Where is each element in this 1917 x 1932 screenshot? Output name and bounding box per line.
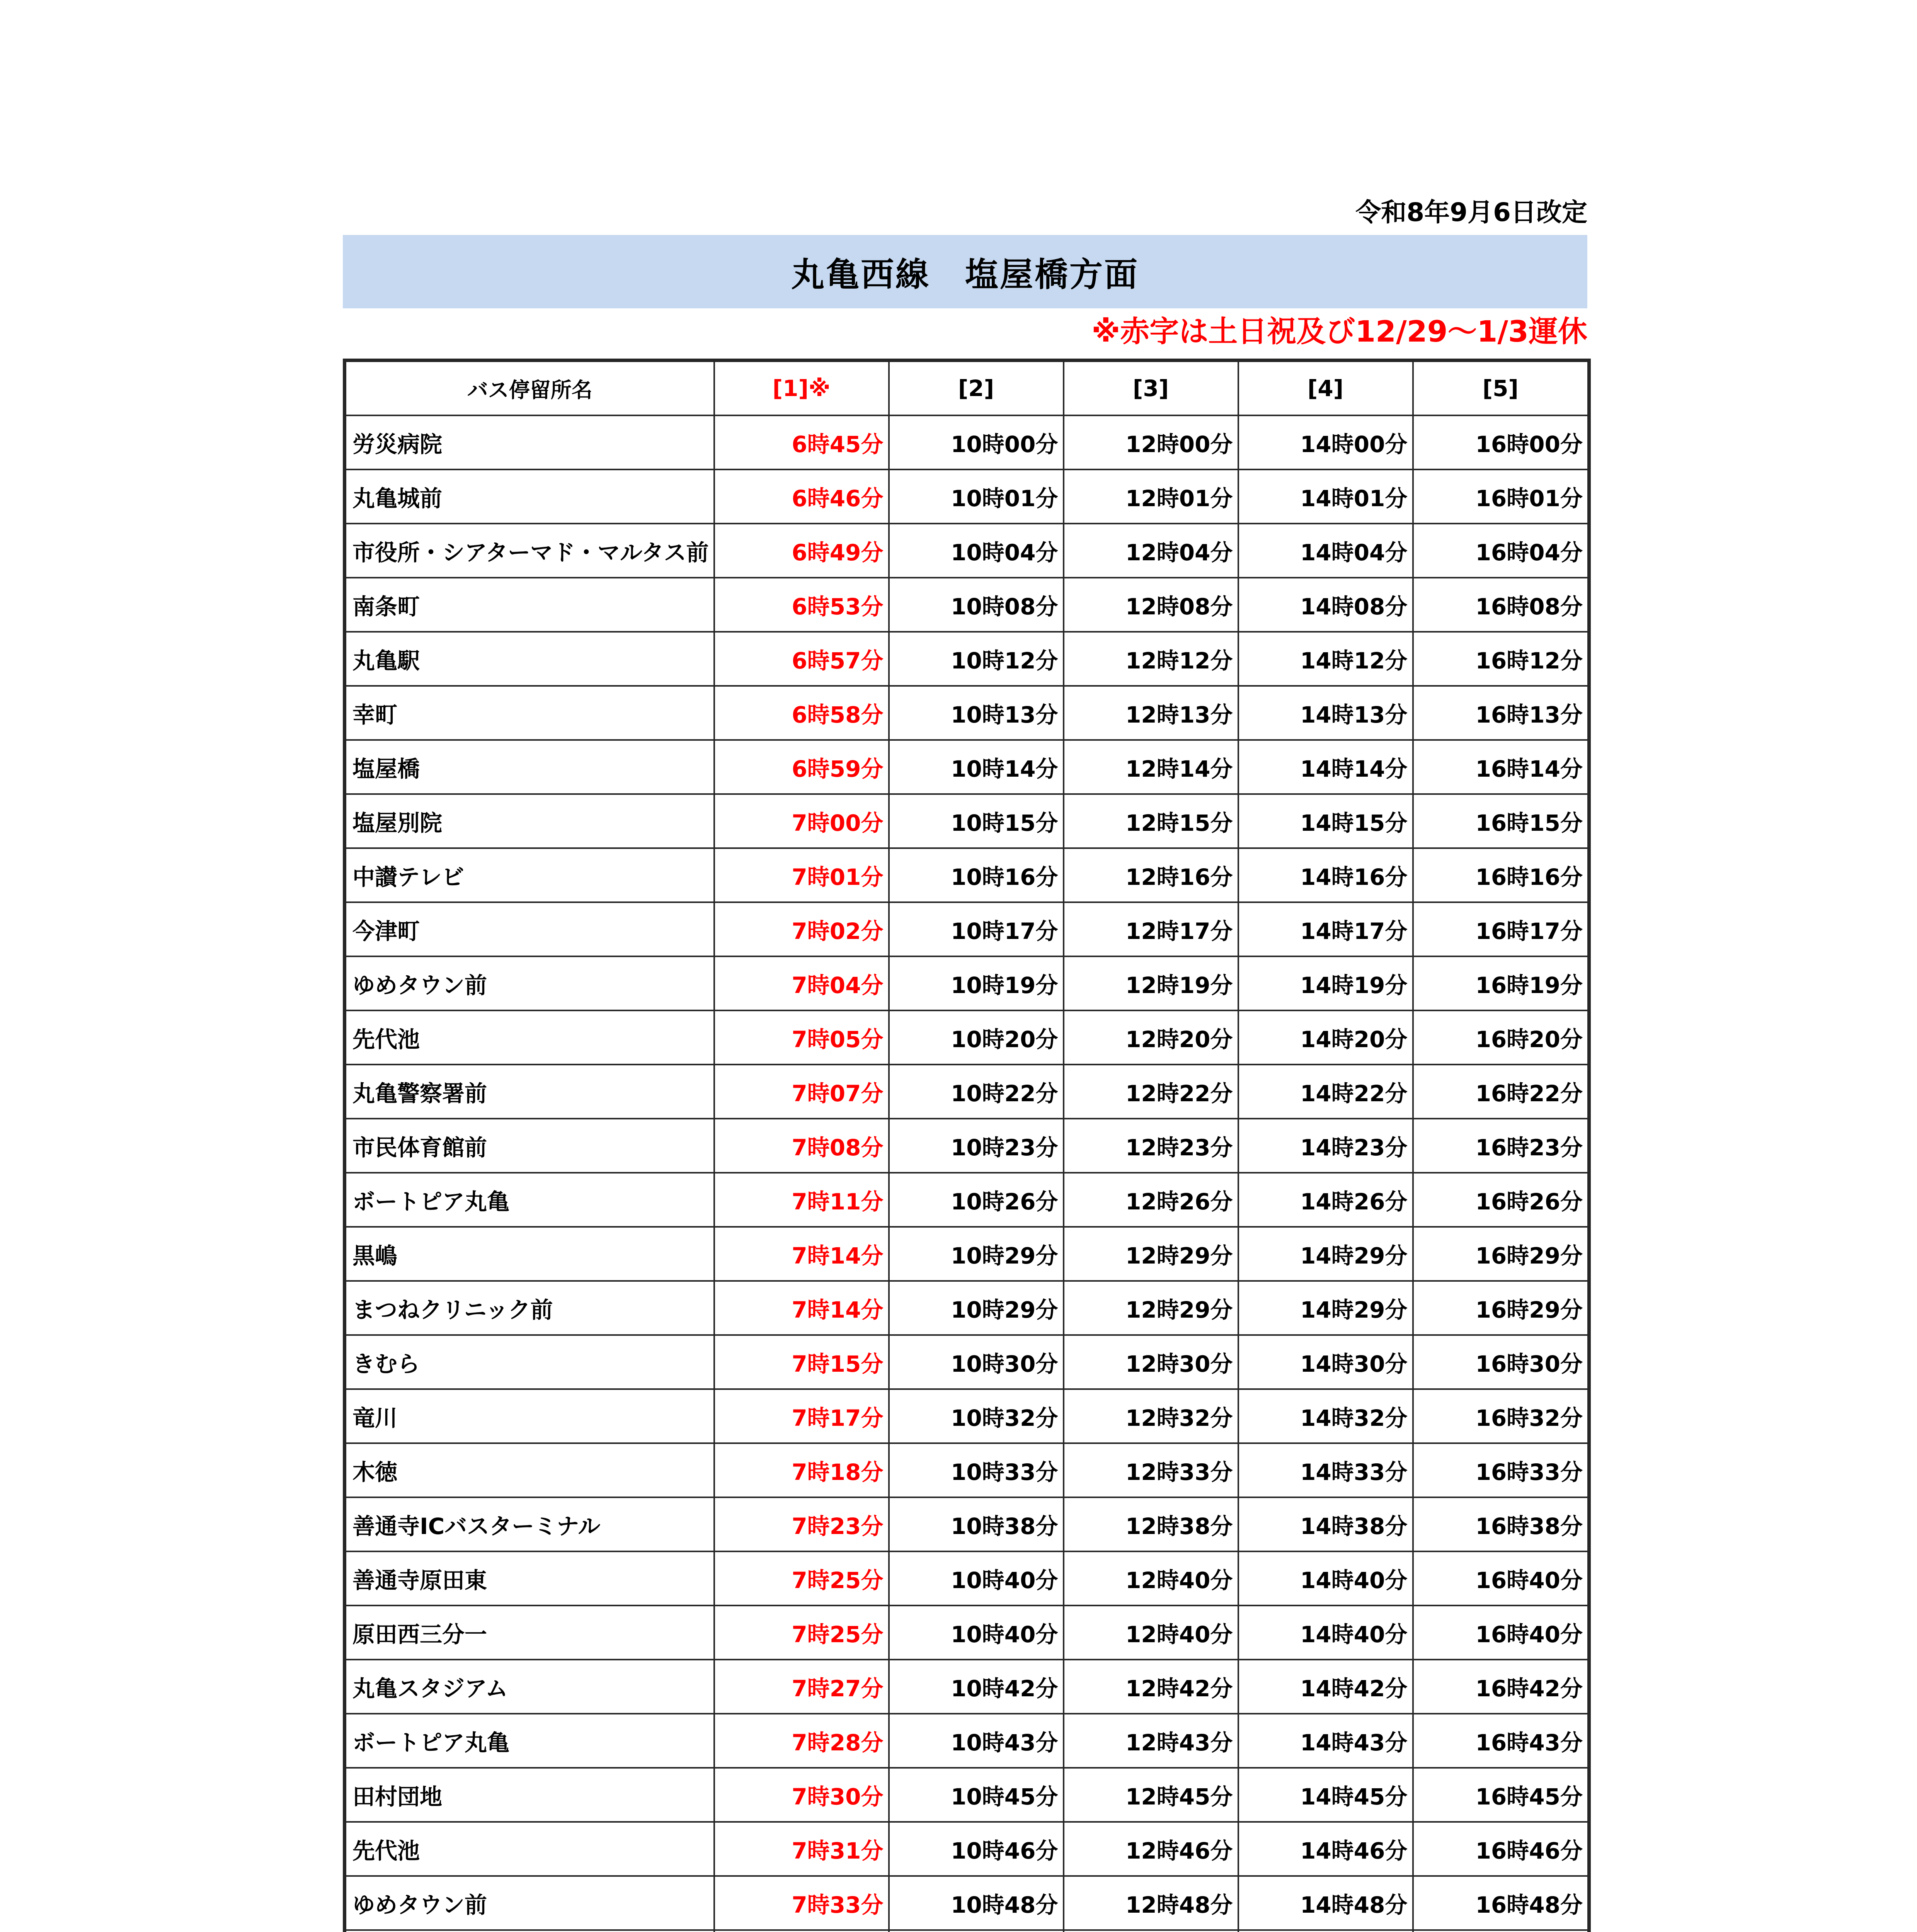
stop-name-cell: 先代池 <box>345 1822 714 1876</box>
departure-time-cell-trip-3: 12時08分 <box>1064 578 1238 632</box>
departure-time-cell-trip-1: 7時01分 <box>714 848 889 902</box>
departure-time-cell-trip-2: 10時08分 <box>889 578 1064 632</box>
table-row <box>345 632 1589 686</box>
departure-time-cell-trip-2: 10時22分 <box>889 1065 1064 1119</box>
departure-time-cell-trip-2: 10時42分 <box>889 1660 1064 1714</box>
column-header-trip-1: [1]※ <box>714 361 889 416</box>
departure-time-cell-trip-2: 10時29分 <box>889 1281 1064 1335</box>
departure-time-cell-trip-3: 12時45分 <box>1064 1768 1238 1822</box>
departure-time-cell-trip-2: 10時40分 <box>889 1551 1064 1605</box>
departure-time-cell-trip-1: 6時46分 <box>714 469 889 524</box>
stop-name-cell: ボートピア丸亀 <box>345 1173 714 1227</box>
departure-time-cell-trip-3: 12時38分 <box>1064 1497 1238 1551</box>
departure-time-cell-trip-4: 14時12分 <box>1238 632 1413 686</box>
departure-time-cell-trip-3: 12時22分 <box>1064 1065 1238 1119</box>
departure-time-cell-trip-2: 10時43分 <box>889 1714 1064 1768</box>
departure-time-cell-trip-5 <box>1413 1930 1589 1932</box>
departure-time-cell-trip-4 <box>1238 1930 1413 1932</box>
stop-name-cell: ゆめタウン前 <box>345 1876 714 1930</box>
departure-time-cell-trip-1: 7時17分 <box>714 1389 889 1443</box>
departure-time-cell-trip-5: 16時20分 <box>1413 1010 1589 1065</box>
departure-time-cell-trip-1: 7時33分 <box>714 1876 889 1930</box>
table-row <box>345 956 1589 1010</box>
route-title: 丸亀西線 塩屋橋方面 <box>343 235 1587 308</box>
table-row <box>345 1173 1589 1227</box>
stop-name-cell: 市民体育館前 <box>345 1119 714 1173</box>
departure-time-cell-trip-4: 14時14分 <box>1238 740 1413 794</box>
stop-name-cell: 市役所・シアターマド・マルタス前 <box>345 524 714 578</box>
table-row <box>345 1065 1589 1119</box>
departure-time-cell-trip-3: 12時15分 <box>1064 794 1238 848</box>
departure-time-cell-trip-1 <box>714 1930 889 1932</box>
timetable-body <box>345 415 1589 1932</box>
departure-time-cell-trip-2: 10時26分 <box>889 1173 1064 1227</box>
departure-time-cell-trip-2: 10時16分 <box>889 848 1064 902</box>
departure-time-cell-trip-4: 14時01分 <box>1238 469 1413 524</box>
departure-time-cell-trip-3: 12時01分 <box>1064 469 1238 524</box>
departure-time-cell-trip-4: 14時45分 <box>1238 1768 1413 1822</box>
stop-name-cell: 原田西三分一 <box>345 1605 714 1660</box>
table-row <box>345 1876 1589 1930</box>
departure-time-cell-trip-2: 10時19分 <box>889 956 1064 1010</box>
departure-time-cell-trip-1: 7時27分 <box>714 1660 889 1714</box>
departure-time-cell-trip-3: 12時42分 <box>1064 1660 1238 1714</box>
departure-time-cell-trip-1: 7時04分 <box>714 956 889 1010</box>
table-row <box>345 1443 1589 1497</box>
departure-time-cell-trip-5: 16時30分 <box>1413 1335 1589 1389</box>
stop-name-cell <box>345 1930 714 1932</box>
departure-time-cell-trip-2: 10時48分 <box>889 1876 1064 1930</box>
departure-time-cell-trip-4: 14時46分 <box>1238 1822 1413 1876</box>
table-row <box>345 1227 1589 1281</box>
suspension-notice: ※赤字は土日祝及び12/29～1/3運休 <box>1091 314 1587 349</box>
departure-time-cell-trip-5: 16時26分 <box>1413 1173 1589 1227</box>
departure-time-cell-trip-3: 12時48分 <box>1064 1876 1238 1930</box>
table-row <box>345 794 1589 848</box>
departure-time-cell-trip-2: 10時04分 <box>889 524 1064 578</box>
departure-time-cell-trip-2: 10時13分 <box>889 686 1064 740</box>
departure-time-cell-trip-3: 12時40分 <box>1064 1605 1238 1660</box>
table-row <box>345 415 1589 469</box>
departure-time-cell-trip-3: 12時43分 <box>1064 1714 1238 1768</box>
departure-time-cell-trip-1: 7時00分 <box>714 794 889 848</box>
departure-time-cell-trip-2: 10時45分 <box>889 1768 1064 1822</box>
departure-time-cell-trip-2: 10時20分 <box>889 1010 1064 1065</box>
departure-time-cell-trip-1: 7時18分 <box>714 1443 889 1497</box>
departure-time-cell-trip-5: 16時14分 <box>1413 740 1589 794</box>
departure-time-cell-trip-5: 16時22分 <box>1413 1065 1589 1119</box>
table-row <box>345 1010 1589 1065</box>
departure-time-cell-trip-4: 14時48分 <box>1238 1876 1413 1930</box>
table-row <box>345 1551 1589 1605</box>
departure-time-cell-trip-1: 6時53分 <box>714 578 889 632</box>
departure-time-cell-trip-1: 7時02分 <box>714 902 889 956</box>
stop-name-cell: 丸亀警察署前 <box>345 1065 714 1119</box>
departure-time-cell-trip-1: 7時25分 <box>714 1605 889 1660</box>
departure-time-cell-trip-5: 16時40分 <box>1413 1605 1589 1660</box>
departure-time-cell-trip-2: 10時12分 <box>889 632 1064 686</box>
departure-time-cell-trip-4: 14時19分 <box>1238 956 1413 1010</box>
table-row <box>345 469 1589 524</box>
departure-time-cell-trip-5: 16時48分 <box>1413 1876 1589 1930</box>
departure-time-cell-trip-5: 16時12分 <box>1413 632 1589 686</box>
departure-time-cell-trip-1: 7時08分 <box>714 1119 889 1173</box>
departure-time-cell-trip-4: 14時32分 <box>1238 1389 1413 1443</box>
stop-name-cell: 今津町 <box>345 902 714 956</box>
column-header-trip-4: [4] <box>1238 361 1413 416</box>
departure-time-cell-trip-3: 12時20分 <box>1064 1010 1238 1065</box>
departure-time-cell-trip-3: 12時33分 <box>1064 1443 1238 1497</box>
departure-time-cell-trip-5: 16時38分 <box>1413 1497 1589 1551</box>
departure-time-cell-trip-5: 16時13分 <box>1413 686 1589 740</box>
departure-time-cell-trip-4: 14時17分 <box>1238 902 1413 956</box>
departure-time-cell-trip-4: 14時38分 <box>1238 1497 1413 1551</box>
departure-time-cell-trip-1: 6時58分 <box>714 686 889 740</box>
stop-name-cell: ボートピア丸亀 <box>345 1714 714 1768</box>
departure-time-cell-trip-5: 16時40分 <box>1413 1551 1589 1605</box>
stop-name-cell: 塩屋橋 <box>345 740 714 794</box>
stop-name-cell: 田村団地 <box>345 1768 714 1822</box>
departure-time-cell-trip-2: 10時38分 <box>889 1497 1064 1551</box>
departure-time-cell-trip-4: 14時20分 <box>1238 1010 1413 1065</box>
departure-time-cell-trip-4: 14時42分 <box>1238 1660 1413 1714</box>
departure-time-cell-trip-3: 12時14分 <box>1064 740 1238 794</box>
table-row <box>345 902 1589 956</box>
table-row <box>345 1605 1589 1660</box>
departure-time-cell-trip-5: 16時45分 <box>1413 1768 1589 1822</box>
departure-time-cell-trip-4: 14時40分 <box>1238 1605 1413 1660</box>
timetable <box>343 359 1591 1932</box>
column-header-trip-5: [5] <box>1413 361 1589 416</box>
departure-time-cell-trip-3: 12時29分 <box>1064 1281 1238 1335</box>
departure-time-cell-trip-5: 16時00分 <box>1413 415 1589 469</box>
departure-time-cell-trip-3: 12時40分 <box>1064 1551 1238 1605</box>
departure-time-cell-trip-3: 12時19分 <box>1064 956 1238 1010</box>
departure-time-cell-trip-4: 14時23分 <box>1238 1119 1413 1173</box>
table-row <box>345 686 1589 740</box>
stop-name-cell: 労災病院 <box>345 415 714 469</box>
stop-name-cell: 塩屋別院 <box>345 794 714 848</box>
departure-time-cell-trip-4: 14時29分 <box>1238 1281 1413 1335</box>
departure-time-cell-trip-5: 16時17分 <box>1413 902 1589 956</box>
departure-time-cell-trip-2: 10時23分 <box>889 1119 1064 1173</box>
departure-time-cell-trip-3: 12時32分 <box>1064 1389 1238 1443</box>
departure-time-cell-trip-1: 7時23分 <box>714 1497 889 1551</box>
table-row <box>345 740 1589 794</box>
timetable-header-row <box>345 361 1589 416</box>
stop-name-cell: 丸亀駅 <box>345 632 714 686</box>
departure-time-cell-trip-2: 10時15分 <box>889 794 1064 848</box>
departure-time-cell-trip-5: 16時29分 <box>1413 1281 1589 1335</box>
table-row <box>345 1497 1589 1551</box>
departure-time-cell-trip-5: 16時46分 <box>1413 1822 1589 1876</box>
table-row <box>345 578 1589 632</box>
table-row <box>345 1822 1589 1876</box>
column-header-trip-3: [3] <box>1064 361 1238 416</box>
departure-time-cell-trip-1: 7時11分 <box>714 1173 889 1227</box>
stop-name-cell: 竜川 <box>345 1389 714 1443</box>
departure-time-cell-trip-4: 14時04分 <box>1238 524 1413 578</box>
departure-time-cell-trip-2: 10時01分 <box>889 469 1064 524</box>
departure-time-cell-trip-1: 6時57分 <box>714 632 889 686</box>
departure-time-cell-trip-5: 16時29分 <box>1413 1227 1589 1281</box>
stop-name-cell: 木徳 <box>345 1443 714 1497</box>
departure-time-cell-trip-5: 16時16分 <box>1413 848 1589 902</box>
departure-time-cell-trip-5: 16時08分 <box>1413 578 1589 632</box>
departure-time-cell-trip-2 <box>889 1930 1064 1932</box>
departure-time-cell-trip-3: 12時46分 <box>1064 1822 1238 1876</box>
departure-time-cell-trip-3: 12時12分 <box>1064 632 1238 686</box>
departure-time-cell-trip-1: 7時15分 <box>714 1335 889 1389</box>
column-header-trip-2: [2] <box>889 361 1064 416</box>
departure-time-cell-trip-4: 14時43分 <box>1238 1714 1413 1768</box>
stop-name-cell: ゆめタウン前 <box>345 956 714 1010</box>
table-row <box>345 1930 1589 1932</box>
departure-time-cell-trip-3: 12時04分 <box>1064 524 1238 578</box>
departure-time-cell-trip-2: 10時32分 <box>889 1389 1064 1443</box>
table-row <box>345 1389 1589 1443</box>
departure-time-cell-trip-3: 12時23分 <box>1064 1119 1238 1173</box>
departure-time-cell-trip-2: 10時33分 <box>889 1443 1064 1497</box>
departure-time-cell-trip-1: 7時28分 <box>714 1714 889 1768</box>
stop-name-cell: 丸亀スタジアム <box>345 1660 714 1714</box>
departure-time-cell-trip-4: 14時26分 <box>1238 1173 1413 1227</box>
departure-time-cell-trip-4: 14時30分 <box>1238 1335 1413 1389</box>
departure-time-cell-trip-2: 10時17分 <box>889 902 1064 956</box>
stop-name-cell: 南条町 <box>345 578 714 632</box>
departure-time-cell-trip-3: 12時30分 <box>1064 1335 1238 1389</box>
departure-time-cell-trip-1: 6時45分 <box>714 415 889 469</box>
table-row <box>345 848 1589 902</box>
departure-time-cell-trip-4: 14時16分 <box>1238 848 1413 902</box>
stop-name-cell: 善通寺原田東 <box>345 1551 714 1605</box>
departure-time-cell-trip-4: 14時08分 <box>1238 578 1413 632</box>
departure-time-cell-trip-1: 7時14分 <box>714 1281 889 1335</box>
departure-time-cell-trip-1: 7時30分 <box>714 1768 889 1822</box>
table-row <box>345 1281 1589 1335</box>
departure-time-cell-trip-3: 12時17分 <box>1064 902 1238 956</box>
departure-time-cell-trip-3: 12時00分 <box>1064 415 1238 469</box>
departure-time-cell-trip-3 <box>1064 1930 1238 1932</box>
table-row <box>345 1714 1589 1768</box>
departure-time-cell-trip-5: 16時32分 <box>1413 1389 1589 1443</box>
revision-date: 令和8年9月6日改定 <box>1355 197 1587 227</box>
table-row <box>345 1335 1589 1389</box>
stop-name-cell: 中讃テレビ <box>345 848 714 902</box>
departure-time-cell-trip-2: 10時00分 <box>889 415 1064 469</box>
departure-time-cell-trip-2: 10時40分 <box>889 1605 1064 1660</box>
departure-time-cell-trip-3: 12時16分 <box>1064 848 1238 902</box>
departure-time-cell-trip-1: 7時07分 <box>714 1065 889 1119</box>
stop-name-cell: 幸町 <box>345 686 714 740</box>
table-row <box>345 524 1589 578</box>
departure-time-cell-trip-5: 16時42分 <box>1413 1660 1589 1714</box>
departure-time-cell-trip-1: 7時05分 <box>714 1010 889 1065</box>
departure-time-cell-trip-2: 10時14分 <box>889 740 1064 794</box>
table-row <box>345 1119 1589 1173</box>
departure-time-cell-trip-4: 14時33分 <box>1238 1443 1413 1497</box>
stop-name-cell: 黒嶋 <box>345 1227 714 1281</box>
departure-time-cell-trip-5: 16時15分 <box>1413 794 1589 848</box>
stop-name-cell: 丸亀城前 <box>345 469 714 524</box>
departure-time-cell-trip-2: 10時46分 <box>889 1822 1064 1876</box>
stop-name-cell: まつねクリニック前 <box>345 1281 714 1335</box>
departure-time-cell-trip-1: 7時25分 <box>714 1551 889 1605</box>
column-header-stop: バス停留所名 <box>345 361 714 416</box>
departure-time-cell-trip-4: 14時00分 <box>1238 415 1413 469</box>
departure-time-cell-trip-4: 14時22分 <box>1238 1065 1413 1119</box>
departure-time-cell-trip-1: 6時59分 <box>714 740 889 794</box>
departure-time-cell-trip-4: 14時13分 <box>1238 686 1413 740</box>
table-row <box>345 1768 1589 1822</box>
departure-time-cell-trip-1: 7時31分 <box>714 1822 889 1876</box>
table-row <box>345 1660 1589 1714</box>
departure-time-cell-trip-1: 6時49分 <box>714 524 889 578</box>
departure-time-cell-trip-5: 16時23分 <box>1413 1119 1589 1173</box>
departure-time-cell-trip-5: 16時04分 <box>1413 524 1589 578</box>
departure-time-cell-trip-3: 12時13分 <box>1064 686 1238 740</box>
departure-time-cell-trip-5: 16時01分 <box>1413 469 1589 524</box>
departure-time-cell-trip-3: 12時26分 <box>1064 1173 1238 1227</box>
departure-time-cell-trip-5: 16時19分 <box>1413 956 1589 1010</box>
departure-time-cell-trip-4: 14時29分 <box>1238 1227 1413 1281</box>
departure-time-cell-trip-2: 10時30分 <box>889 1335 1064 1389</box>
departure-time-cell-trip-5: 16時43分 <box>1413 1714 1589 1768</box>
stop-name-cell: 善通寺ICバスターミナル <box>345 1497 714 1551</box>
departure-time-cell-trip-3: 12時29分 <box>1064 1227 1238 1281</box>
departure-time-cell-trip-2: 10時29分 <box>889 1227 1064 1281</box>
departure-time-cell-trip-4: 14時15分 <box>1238 794 1413 848</box>
stop-name-cell: 先代池 <box>345 1010 714 1065</box>
departure-time-cell-trip-1: 7時14分 <box>714 1227 889 1281</box>
departure-time-cell-trip-4: 14時40分 <box>1238 1551 1413 1605</box>
stop-name-cell: きむら <box>345 1335 714 1389</box>
departure-time-cell-trip-5: 16時33分 <box>1413 1443 1589 1497</box>
